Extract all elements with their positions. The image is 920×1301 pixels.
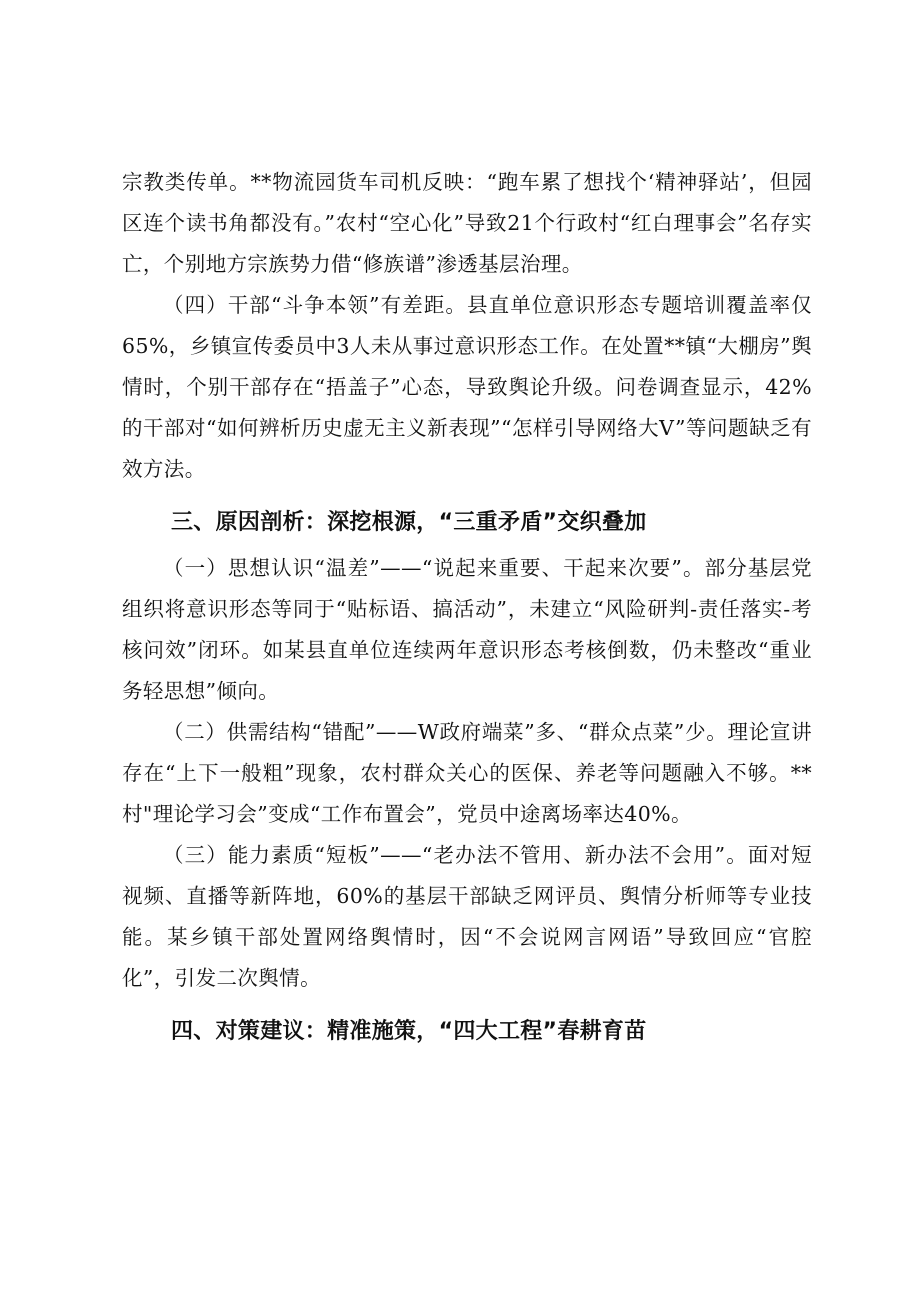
paragraph-continuation: 宗教类传单。**物流园货车司机反映：“跑车累了想找个‘精神驿站’，但园区连个读书角都没有。”农村“空心化”导致21个行政村“红白理事会”名存实亡，个别地方宗族势力借“修族谱”渗透基层治理。	[122, 170, 812, 276]
paragraph-ideological-gap: （一）思想认识“温差”——“说起来重要、干起来次要”。部分基层党组织将意识形态等同于“贴标语、搞活动”，未建立“风险研判-责任落实-考核问效”闭环。如某县直单位连续两年意识形态考核倒数，仍未整改“重业务轻思想”倾向。	[122, 556, 812, 703]
section-heading-countermeasures: 四、对策建议：精准施策，“四大工程”春耕育苗	[171, 1019, 647, 1044]
paragraph-supply-demand-mismatch: （二）供需结构“错配”——W政府端菜”多、“群众点菜”少。理论宣讲存在“上下一般粗”现象，农村群众关心的医保、养老等问题融入不够。**村"理论学习会”变成“工作布置会”，党员中途离场率达40%。	[122, 720, 812, 826]
section-heading-cause-analysis: 三、原因剖析：深挖根源，“三重矛盾”交织叠加	[171, 510, 647, 535]
document-body	[122, 162, 812, 1057]
paragraph-capability-shortfall: （三）能力素质“短板”——“老办法不管用、新办法不会用”。面对短视频、直播等新阵地，60%的基层干部缺乏网评员、舆情分析师等专业技能。某乡镇干部处置网络舆情时，因“不会说网言网语”导致回应“官腔化”，引发二次舆情。	[122, 843, 812, 990]
paragraph-cadre-capability: （四）干部“斗争本领”有差距。县直单位意识形态专题培训覆盖率仅65%，乡镇宣传委员中3人未从事过意识形态工作。在处置**镇“大棚房”舆情时，个别干部存在“捂盖子”心态，导致舆论升级。问卷调查显示，42%的干部对“如何辨析历史虚无主义新表现”“怎样引导网络大V”等问题缺乏有效方法。	[122, 293, 812, 481]
